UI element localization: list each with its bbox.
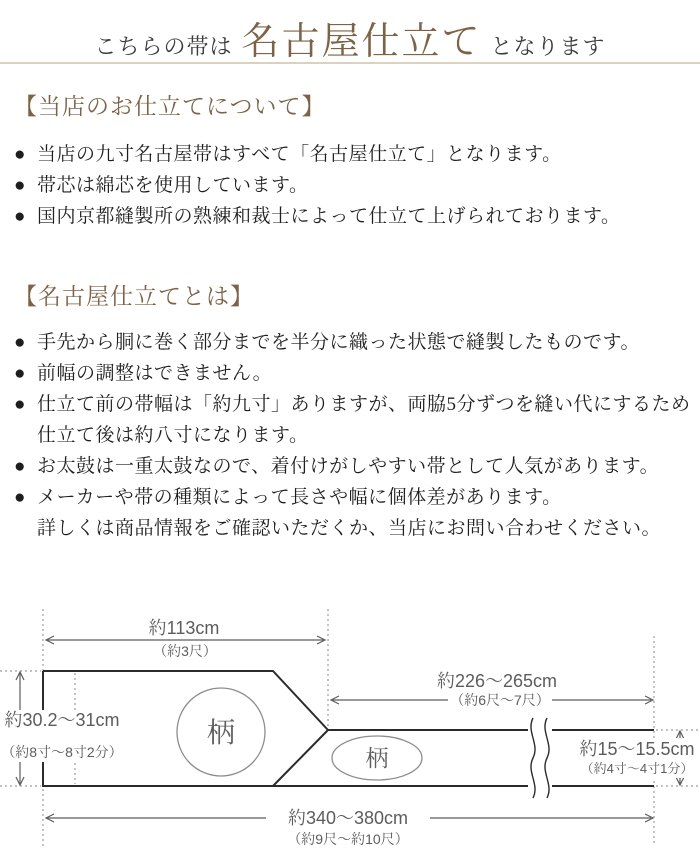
list-item [14,201,692,232]
list-item [14,451,692,482]
obi-taper-line [273,730,328,786]
bullet-text: 帯芯は綿芯を使用しています。 [37,175,309,196]
bullet-text-continued: 仕立て後は約八寸になります。 [37,425,309,446]
bullet-text: 前幅の調整はできません。 [37,363,273,384]
dim-tail-width-label: 約15〜15.5cm [579,739,695,759]
bullet-icon: ● [14,332,26,353]
dim-top-label: 約113cm [148,618,220,638]
list-item [14,327,692,358]
bullet-icon: ● [14,456,26,477]
main-content [0,92,700,544]
dim-tail-length-label: 約226〜265cm [436,671,558,691]
title-prefix: こちらの帯は [94,34,233,59]
dim-left-label: 約30.2〜31cm [4,710,120,730]
bullet-text: 当店の九寸名古屋帯はすべて「名古屋仕立て」となります。 [37,144,562,165]
dim-tail-width-sublabel: （約4寸〜4寸1分） [580,761,694,776]
bullet-list [14,139,692,232]
title-emphasis: 名古屋仕立て [241,21,482,63]
bullet-text: 手先から胴に巻く部分までを半分に織った状態で縫製したものです。 [37,332,640,353]
list-item [14,358,692,389]
bullet-icon: ● [14,175,26,196]
obi-dimension-diagram [0,606,700,856]
section-nagoya-explanation [14,282,692,544]
pattern-label-tail: 柄 [365,745,389,771]
bullet-list [14,327,692,544]
section-heading: 【名古屋仕立てとは】 [14,284,254,309]
bullet-text: お太鼓は一重太鼓なので、着付けがしやすい帯として人気があります。 [37,456,660,477]
dim-total-label: 約340〜380cm [287,808,409,828]
list-item [14,389,692,451]
section-heading: 【当店のお仕立てについて】 [14,94,326,119]
section-tailoring-info [14,92,692,232]
list-item [14,482,692,544]
page-title [0,0,700,64]
title-suffix: となります [490,34,606,59]
bullet-icon: ● [14,487,26,508]
break-symbol [545,718,549,798]
bullet-text: 仕立て前の帯幅は「約九寸」ありますが、両脇5分ずつを縫い代にするため [37,394,691,415]
dim-top-sublabel: （約3尺） [153,643,217,659]
bullet-icon: ● [14,394,26,415]
pattern-label-wide: 柄 [206,717,236,748]
list-item [14,170,692,201]
dim-left-sublabel: （約8寸〜8寸2分） [1,744,123,760]
dim-tail-length-sublabel: （約6尺〜7尺） [450,692,550,708]
obi-outline-bottom-left [43,671,654,786]
list-item [14,139,692,170]
dim-total-sublabel: （約9尺〜約10尺） [287,831,409,847]
bullet-text: メーカーや帯の種類によって長さや幅に個体差があります。 [37,487,562,508]
bullet-icon: ● [14,144,26,165]
bullet-text: 国内京都縫製所の熟練和裁士によって仕立て上げられております。 [37,206,621,227]
bullet-icon: ● [14,363,26,384]
break-symbol [531,718,535,798]
bullet-text-continued: 詳しくは商品情報をご確認いただくか、当店にお問い合わせください。 [37,518,662,539]
bullet-icon: ● [14,206,26,227]
